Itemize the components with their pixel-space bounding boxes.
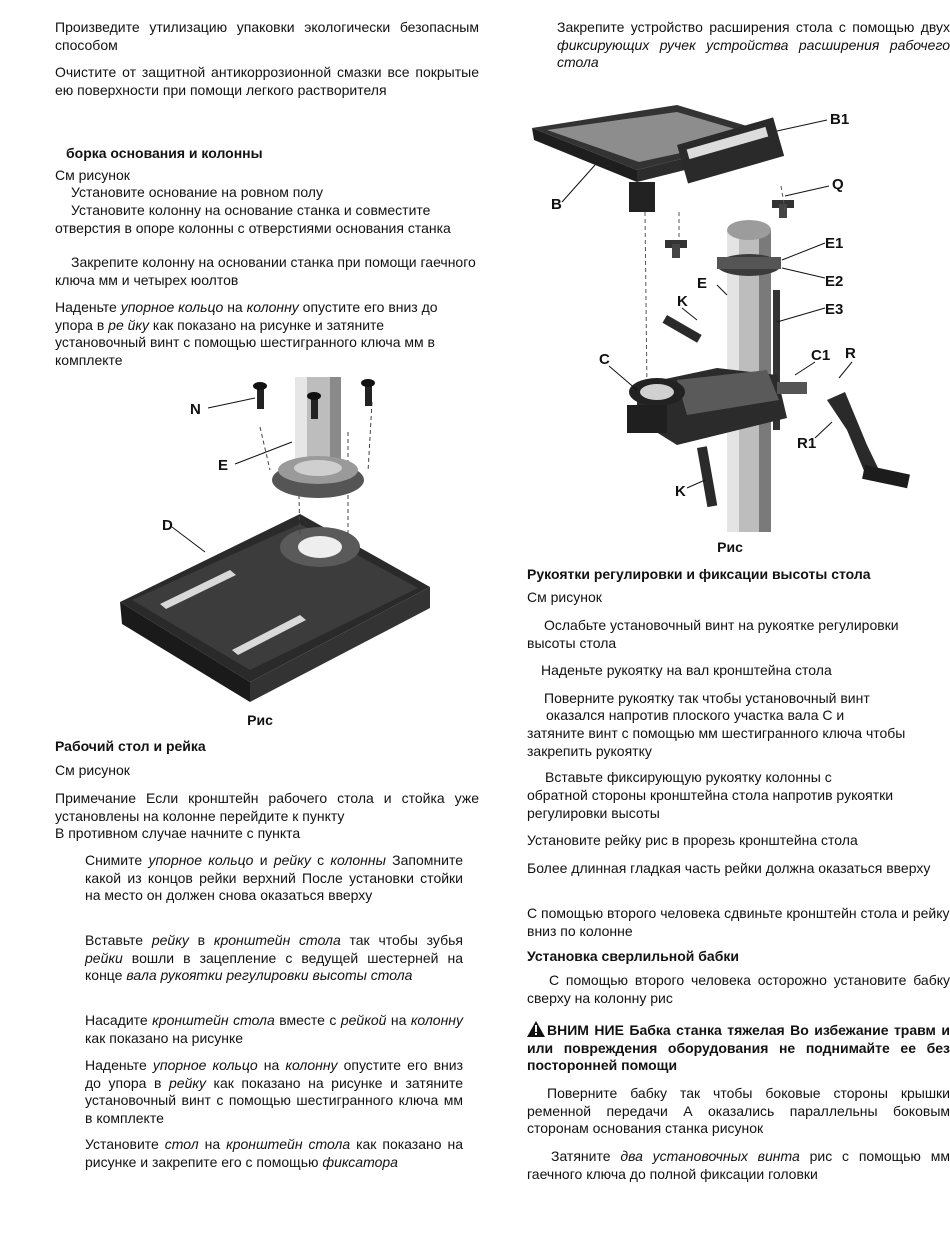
figure-1-caption: Рис — [247, 712, 273, 728]
figure-base-column — [110, 372, 440, 712]
label-e1: E1 — [825, 235, 844, 252]
heading-base-column-assembly: борка основания и колонны — [66, 145, 263, 161]
step-turn-handle-a: Поверните рукоятку так чтобы установочный винт — [544, 690, 870, 706]
note-rack-orientation: Более длинная гладкая часть рейки должна оказаться вверху — [527, 860, 931, 876]
step-put-ring: Наденьте упорное кольцо на колонну опустите его вниз до упора в рейку как показано на рисунке и затяните установочный винт с помощью шестигранного ключа мм в комплекте — [85, 1057, 464, 1126]
step-install-rack: Установите рейку рис в прорезь кронштейна стола — [527, 832, 858, 848]
label-b1: B1 — [830, 111, 850, 128]
step-rotate-head: Поверните бабку так чтобы боковые стороны крышки ременной передачи А оказались параллельны боковым сторонам основания станка рисунок — [527, 1085, 950, 1136]
label-c1: C1 — [811, 347, 831, 364]
step-turn-handle-b: оказался напротив плоского участка вала C и — [546, 707, 845, 723]
step-install-column: Установите колонну на основание станка и совместите отверстия в опоре колонны с отверстиями основания станка — [55, 202, 451, 236]
see-figure-text: См рисунок — [55, 167, 130, 183]
label-e2: E2 — [825, 273, 844, 290]
label-q: Q — [832, 176, 844, 193]
label-d: D — [162, 517, 173, 534]
label-e3: E3 — [825, 301, 844, 318]
step-slide-bracket: С помощью второго человека сдвиньте кронштейн стола и рейку вниз по колонне — [527, 905, 950, 939]
warning-heavy-head: ВНИМ НИЕ Бабка станка тяжелая Во избежание травм и или повреждения оборудования не поднимайте ее без посторонней помощи — [527, 1022, 950, 1073]
step-turn-handle-c: затяните винт с помощью мм шестигранного ключа чтобы закрепить рукоятку — [527, 725, 906, 759]
step-insert-rack: Вставьте рейку в кронштейн стола так чтобы зубья рейки вошли в зацепление с ведущей шестерней на конце вала рукоятки регулировки высоты стола — [85, 932, 463, 983]
label-r: R — [845, 345, 856, 362]
figure-table-bracket — [527, 100, 950, 532]
figure-2-caption: Рис — [717, 539, 743, 555]
label-c: C — [599, 351, 610, 368]
step-install-base: Установите основание на ровном полу — [71, 184, 323, 200]
label-e: E — [697, 275, 708, 292]
label-k-top: K — [677, 293, 688, 310]
label-k-bottom: K — [675, 483, 686, 500]
note-paragraph-2: В противном случае начните с пункта — [55, 825, 301, 841]
note-paragraph: Примечание Если кронштейн рабочего стола и стойка уже установлены на колонне перейдите к пункту — [55, 790, 479, 824]
heading-height-handles: Рукоятки регулировки и фиксации высоты стола — [527, 566, 871, 582]
table-bracket-illustration — [527, 100, 950, 532]
step-fix-column: Закрепите колонну на основании станка при помощи гаечного ключа мм и четырех юолтов — [55, 254, 476, 288]
heading-table-rack: Рабочий стол и рейка — [55, 738, 206, 754]
step-tighten-screws: Затяните два установочных винта рис с помощью мм гаечного ключа до полной фиксации головки — [527, 1148, 950, 1182]
label-n: N — [190, 401, 201, 418]
step-remove-ring: Снимите упорное кольцо и рейку с колонны Запомните какой из концов рейки верхний После установки стойки на место он должен снова оказаться вверху — [85, 852, 464, 903]
paragraph-clean: Очистите от защитной антикоррозионной смазки все покрытые ею поверхности при помощи легкого растворителя — [55, 64, 479, 98]
paragraph-disposal: Произведите утилизацию упаковки экологически безопасным способом — [55, 19, 479, 53]
warning-icon — [527, 1021, 545, 1037]
label-r1: R1 — [797, 435, 817, 452]
label-b: B — [551, 196, 562, 213]
paragraph-extension: Закрепите устройство расширения стола с помощью двух фиксирующих ручек устройства расширения рабочего стола — [557, 19, 950, 70]
see-figure-text-2: См рисунок — [55, 762, 130, 778]
step-put-handle: Наденьте рукоятку на вал кронштейна стола — [541, 662, 832, 678]
step-thrust-ring: Наденьте упорное кольцо на колонну опустите его вниз до упора в ре йку как показано на рисунке и затяните установочный винт с помощью шестигранного ключа мм в комплекте — [55, 299, 438, 368]
label-e: E — [218, 457, 229, 474]
step-install-table: Установите стол на кронштейн стола как показано на рисунке и закрепите его с помощью фиксатора — [85, 1136, 463, 1170]
heading-drill-head: Установка сверлильной бабки — [527, 948, 739, 964]
see-figure-text-3: См рисунок — [527, 589, 602, 605]
step-lock-handle-a: Вставьте фиксирующую рукоятку колонны с — [545, 769, 832, 785]
step-mount-bracket: Насадите кронштейн стола вместе с рейкой на колонну как показано на рисунке — [85, 1012, 463, 1046]
step-lock-handle-b: обратной стороны кронштейна стола напротив рукоятки регулировки высоты — [527, 787, 894, 821]
step-loosen-screw: Ослабьте установочный винт на рукоятке регулировки высоты стола — [527, 617, 899, 651]
base-column-illustration — [110, 372, 440, 712]
step-mount-head: С помощью второго человека осторожно установите бабку сверху на колонну рис — [527, 972, 950, 1006]
